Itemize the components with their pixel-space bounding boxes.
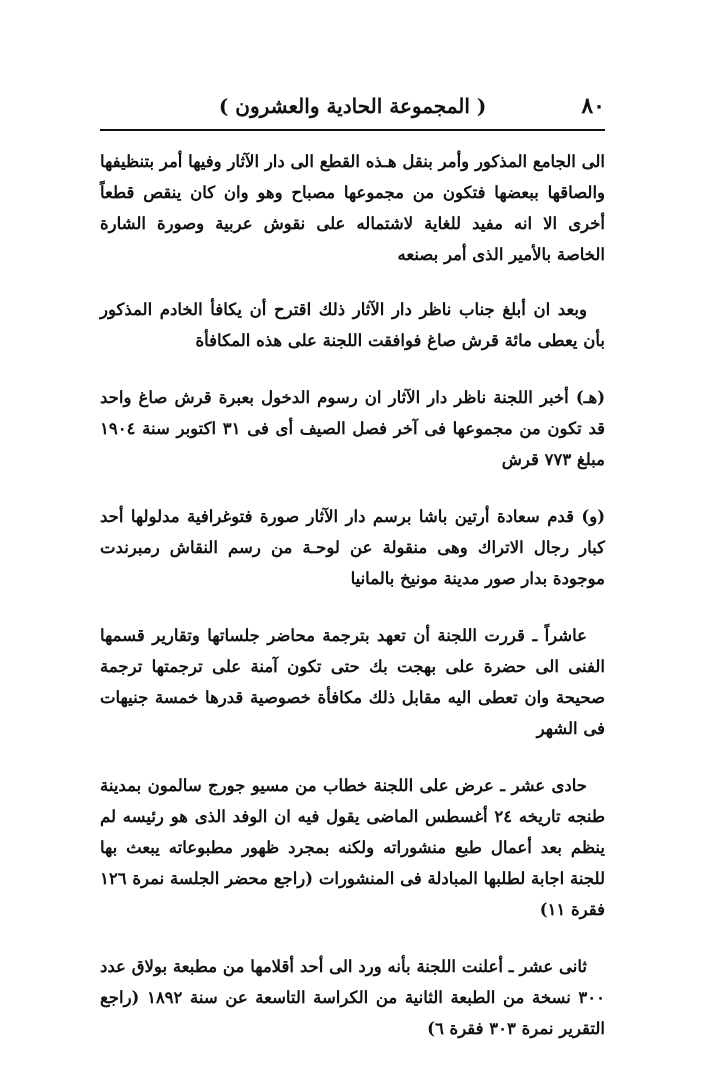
paragraph-item-he: (هـ) أخبر اللجنة ناظر دار الآثار ان رسوم الدخول بعبرة قرش صاغ واحد قد تكون من مجموعها فى آخر فصل الصيف أى فى ٣١ اكتوبر سنة ١٩٠٤ مبلغ ٧٧٣ قرش — [100, 388, 605, 469]
page-number: ٨٠ — [581, 93, 605, 119]
paragraph-item-waw: (و) قدم سعادة أرتين باشا برسم دار الآثار صورة فتوغرافية مدلولها أحد كبار رجال الاتراك وهى منقولة عن لوحـة من رسم النقاش رمبرندت موجودة بدار صور مدينة مونيخ بالمانيا — [100, 507, 605, 588]
body-text — [100, 146, 605, 1070]
header-rule — [100, 129, 605, 131]
paragraph-eleventh: حادى عشر ـ عرض على اللجنة خطاب من مسيو جورج سالمون بمدينة طنجه تاريخه ٢٤ أغسطس الماضى يقول فيه ان الوفد الذى هو رئيسه لم ينظم بعد أعمال طبع منشوراته ولكنه بمجرد ظهور مطبوعاته يبعث بها للجنة اجابة لطلبها المبادلة فى المنشورات (راجع محضر الجلسة نمرة ١٢٦ فقرة ١١) — [100, 776, 606, 919]
paragraph-tenth: عاشراً ـ قررت اللجنة أن تعهد بترجمة محاضر جلساتها وتقارير قسمها الفنى الى حضرة على بهجت بك حتى تكون آمنة على ترجمتها ترجمة صحيحة وان تعطى اليه مقابل ذلك مكافأة خصوصية قدرها خمسة جنيهات فى الشهر — [100, 626, 605, 738]
paragraph-continued: الى الجامع المذكور وأمر بنقل هـذه القطع الى دار الآثار وفيها أمر بتنظيفها والصاقها ببعضها فتكون من مجموعها مصباح وهو وان كان ينقص قطعاً أخرى الا انه مفيد للغاية لاشتماله على نقوش عربية وصورة الشارة الخاصة بالأمير الذى أمر بصنعه — [100, 152, 605, 264]
paragraph-reward: وبعد ان أبلغ جناب ناظر دار الآثار ذلك اقترح أن يكافأ الخادم المذكور بأن يعطى مائة قرش صاغ فوافقت اللجنة على هذه المكافأة — [100, 300, 605, 350]
page-header — [100, 88, 605, 124]
running-title: ( المجموعة الحادية والعشرون ) — [218, 94, 487, 118]
paragraph-twelfth: ثانى عشر ـ أعلنت اللجنة بأنه ورد الى أحد أقلامها من مطبعة بولاق عدد ٣٠٠ نسخة من الطبعة الثانية من الكراسة التاسعة عن سنة ١٨٩٢ (راجع التقرير نمرة ٣٠٣ فقرة ٦) — [100, 957, 605, 1038]
